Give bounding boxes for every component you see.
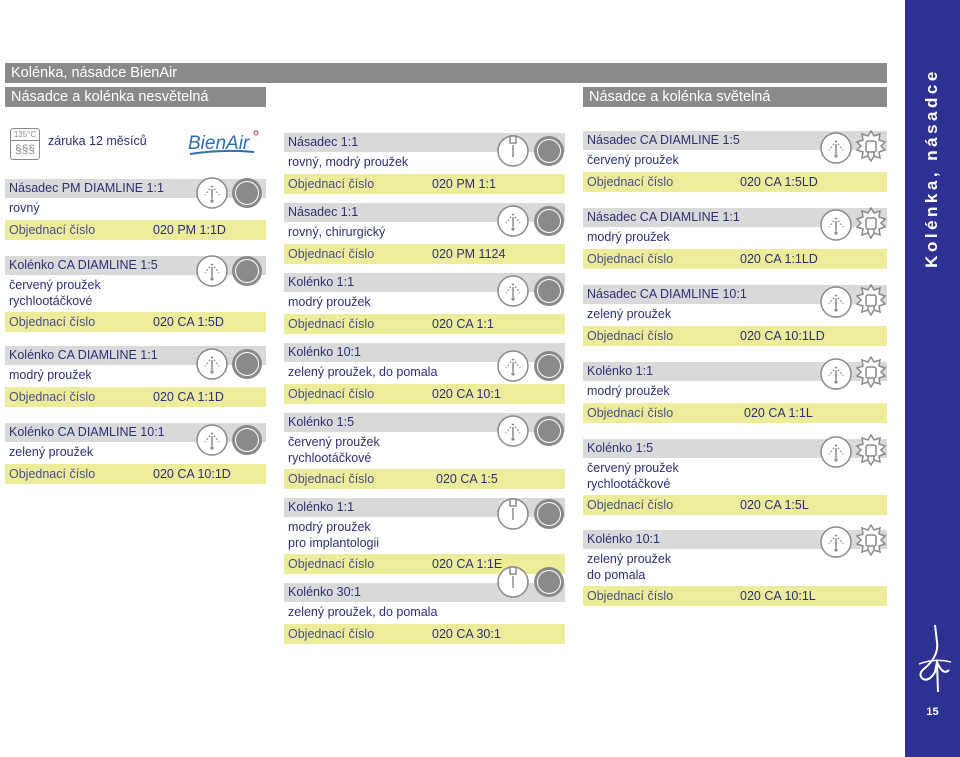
order-row	[583, 586, 887, 606]
light-icon	[855, 434, 887, 466]
light-icon	[855, 284, 887, 316]
order-code: 020 CA 10:1LD	[740, 328, 825, 343]
product-desc: červený proužek	[288, 435, 380, 449]
order-code: 020 CA 1:5L	[740, 498, 809, 512]
order-label: Objednací číslo	[288, 246, 375, 261]
order-code: 020 CA 1:1D	[153, 389, 224, 404]
product-desc: modrý proužek	[288, 520, 371, 534]
product-desc: zelený proužek, do pomala	[288, 605, 438, 619]
product-title: Kolénko CA DIAMLINE 1:5	[5, 256, 266, 275]
order-row	[284, 314, 565, 334]
order-code: 020 CA 1:1LD	[740, 251, 818, 266]
product-title: Kolénko CA DIAMLINE 1:1	[5, 346, 266, 365]
product-title: Kolénko 1:1	[284, 498, 565, 517]
product-title: Kolénko 30:1	[284, 583, 565, 602]
product-title: Násadec CA DIAMLINE 10:1	[583, 285, 887, 304]
bur-icon	[497, 135, 529, 167]
product-title: Kolénko CA DIAMLINE 10:1	[5, 423, 266, 442]
product-desc: modrý proužek	[288, 295, 371, 309]
order-row	[583, 495, 887, 515]
product-desc: zelený proužek, do pomala	[288, 365, 438, 379]
order-row	[583, 326, 887, 346]
order-row	[5, 220, 266, 240]
product-title: Kolénko 1:5	[284, 413, 565, 432]
order-row	[583, 249, 887, 269]
spray-icon	[820, 526, 852, 558]
spray-icon	[820, 436, 852, 468]
subtitle-right: Násadce a kolénka světelná	[589, 89, 771, 105]
order-label: Objednací číslo	[9, 466, 96, 481]
product-title: Násadec CA DIAMLINE 1:5	[583, 131, 887, 150]
button-icon	[231, 177, 263, 209]
light-icon	[855, 207, 887, 239]
order-code: 020 PM 1:1	[432, 176, 496, 191]
product-title: Násadec CA DIAMLINE 1:1	[583, 208, 887, 227]
order-code: 020 PM 1:1D	[153, 222, 226, 237]
product-desc: pro implantologii	[288, 535, 380, 550]
spray-icon	[196, 348, 228, 380]
spray-icon	[820, 209, 852, 241]
order-label: Objednací číslo	[587, 174, 674, 189]
spray-icon	[820, 358, 852, 390]
order-code: 020 CA 10:1L	[740, 589, 816, 603]
order-label: Objednací číslo	[288, 626, 375, 641]
order-row	[284, 384, 565, 404]
product-title: Kolénko 1:1	[583, 362, 887, 381]
product-desc: do pomala	[587, 567, 646, 582]
product-desc: rovný	[9, 201, 40, 215]
bur-icon	[497, 498, 529, 530]
order-row	[284, 174, 565, 194]
order-row	[583, 172, 887, 192]
button-icon	[533, 350, 565, 382]
order-code: 020 CA 1:5LD	[740, 174, 818, 189]
temp-label: 135°C	[11, 129, 39, 141]
order-row	[5, 464, 266, 484]
order-label: Objednací číslo	[587, 498, 674, 512]
product-title: Kolénko 10:1	[583, 530, 887, 549]
order-label: Objednací číslo	[587, 328, 674, 343]
section-title-bar	[5, 63, 887, 83]
button-icon	[231, 255, 263, 287]
button-icon	[533, 275, 565, 307]
spray-icon	[497, 205, 529, 237]
warranty-label: záruka 12 měsíců	[48, 134, 147, 148]
order-code: 020 CA 30:1	[432, 626, 501, 641]
bur-icon	[497, 566, 529, 598]
product-desc: modrý proužek	[587, 230, 670, 244]
spray-icon	[497, 350, 529, 382]
sidebar-title: Kolénka, násadce	[922, 68, 941, 268]
product-desc: zelený proužek	[9, 445, 94, 459]
subtitle-left-bar	[5, 87, 266, 107]
product-desc: rychlootáčkové	[288, 450, 372, 465]
product-desc: modrý proužek	[587, 384, 670, 398]
product-desc: červený proužek	[9, 278, 101, 292]
button-icon	[533, 415, 565, 447]
order-code: 020 PM 1124	[432, 246, 506, 261]
order-row	[284, 244, 565, 264]
product-title: Kolénko 10:1	[284, 343, 565, 362]
light-icon	[855, 524, 887, 556]
order-row	[284, 469, 565, 489]
spray-icon	[196, 424, 228, 456]
product-desc: zelený proužek	[587, 307, 672, 321]
sterilization-icon: 135°C §§§	[10, 128, 40, 160]
light-icon	[855, 130, 887, 162]
product-desc: rovný, chirurgický	[288, 225, 386, 239]
spray-icon	[820, 286, 852, 318]
product-desc: červený proužek	[587, 153, 679, 167]
product-desc: zelený proužek	[587, 552, 672, 566]
order-label: Objednací číslo	[9, 222, 96, 237]
order-label: Objednací číslo	[288, 557, 375, 571]
order-code: 020 CA 1:1L	[744, 405, 813, 420]
spray-icon	[497, 415, 529, 447]
spray-icon	[497, 275, 529, 307]
order-label: Objednací číslo	[9, 315, 96, 329]
button-icon	[231, 424, 263, 456]
order-code: 020 CA 1:1E	[432, 557, 503, 571]
order-label: Objednací číslo	[587, 589, 674, 603]
order-label: Objednací číslo	[9, 389, 96, 404]
order-label: Objednací číslo	[587, 251, 674, 266]
button-icon	[533, 205, 565, 237]
order-label: Objednací číslo	[288, 316, 375, 331]
subtitle-left: Násadce a kolénka nesvětelná	[11, 89, 209, 105]
product-title: Kolénko 1:5	[583, 439, 887, 458]
product-title: Násadec 1:1	[284, 203, 565, 222]
product-desc: rovný, modrý proužek	[288, 155, 409, 169]
bienair-logo	[186, 130, 260, 158]
button-icon	[533, 135, 565, 167]
order-row	[284, 624, 565, 644]
order-code: 020 CA 1:1	[432, 316, 494, 331]
spray-icon	[196, 177, 228, 209]
spray-icon	[196, 255, 228, 287]
product-desc: modrý proužek	[9, 368, 92, 382]
order-row	[583, 403, 887, 423]
button-icon	[231, 348, 263, 380]
section-title: Kolénka, násadce BienAir	[11, 65, 178, 81]
product-desc: rychlootáčkové	[587, 476, 671, 491]
spray-icon	[820, 132, 852, 164]
product-desc: červený proužek	[587, 461, 679, 475]
button-icon	[533, 566, 565, 598]
product-title: Násadec PM DIAMLINE 1:1	[5, 179, 266, 198]
button-icon	[533, 498, 565, 530]
order-label: Objednací číslo	[288, 472, 375, 486]
order-code: 020 CA 10:1D	[153, 466, 231, 481]
brand-text: BienAir	[188, 133, 250, 154]
order-code: 020 CA 1:5D	[153, 315, 224, 329]
product-desc: rychlootáčkové	[9, 293, 93, 308]
order-label: Objednací číslo	[288, 386, 375, 401]
product-title: Násadec 1:1	[284, 133, 565, 152]
order-label: Objednací číslo	[288, 176, 375, 191]
order-row	[5, 312, 266, 332]
order-code: 020 CA 10:1	[432, 386, 501, 401]
light-icon	[855, 356, 887, 388]
signature-logo	[915, 622, 955, 699]
order-label: Objednací číslo	[587, 405, 674, 420]
order-code: 020 CA 1:5	[436, 472, 498, 486]
order-row	[5, 387, 266, 407]
product-title: Kolénko 1:1	[284, 273, 565, 292]
page-number: 15	[926, 706, 939, 718]
subtitle-right-bar	[583, 87, 887, 107]
